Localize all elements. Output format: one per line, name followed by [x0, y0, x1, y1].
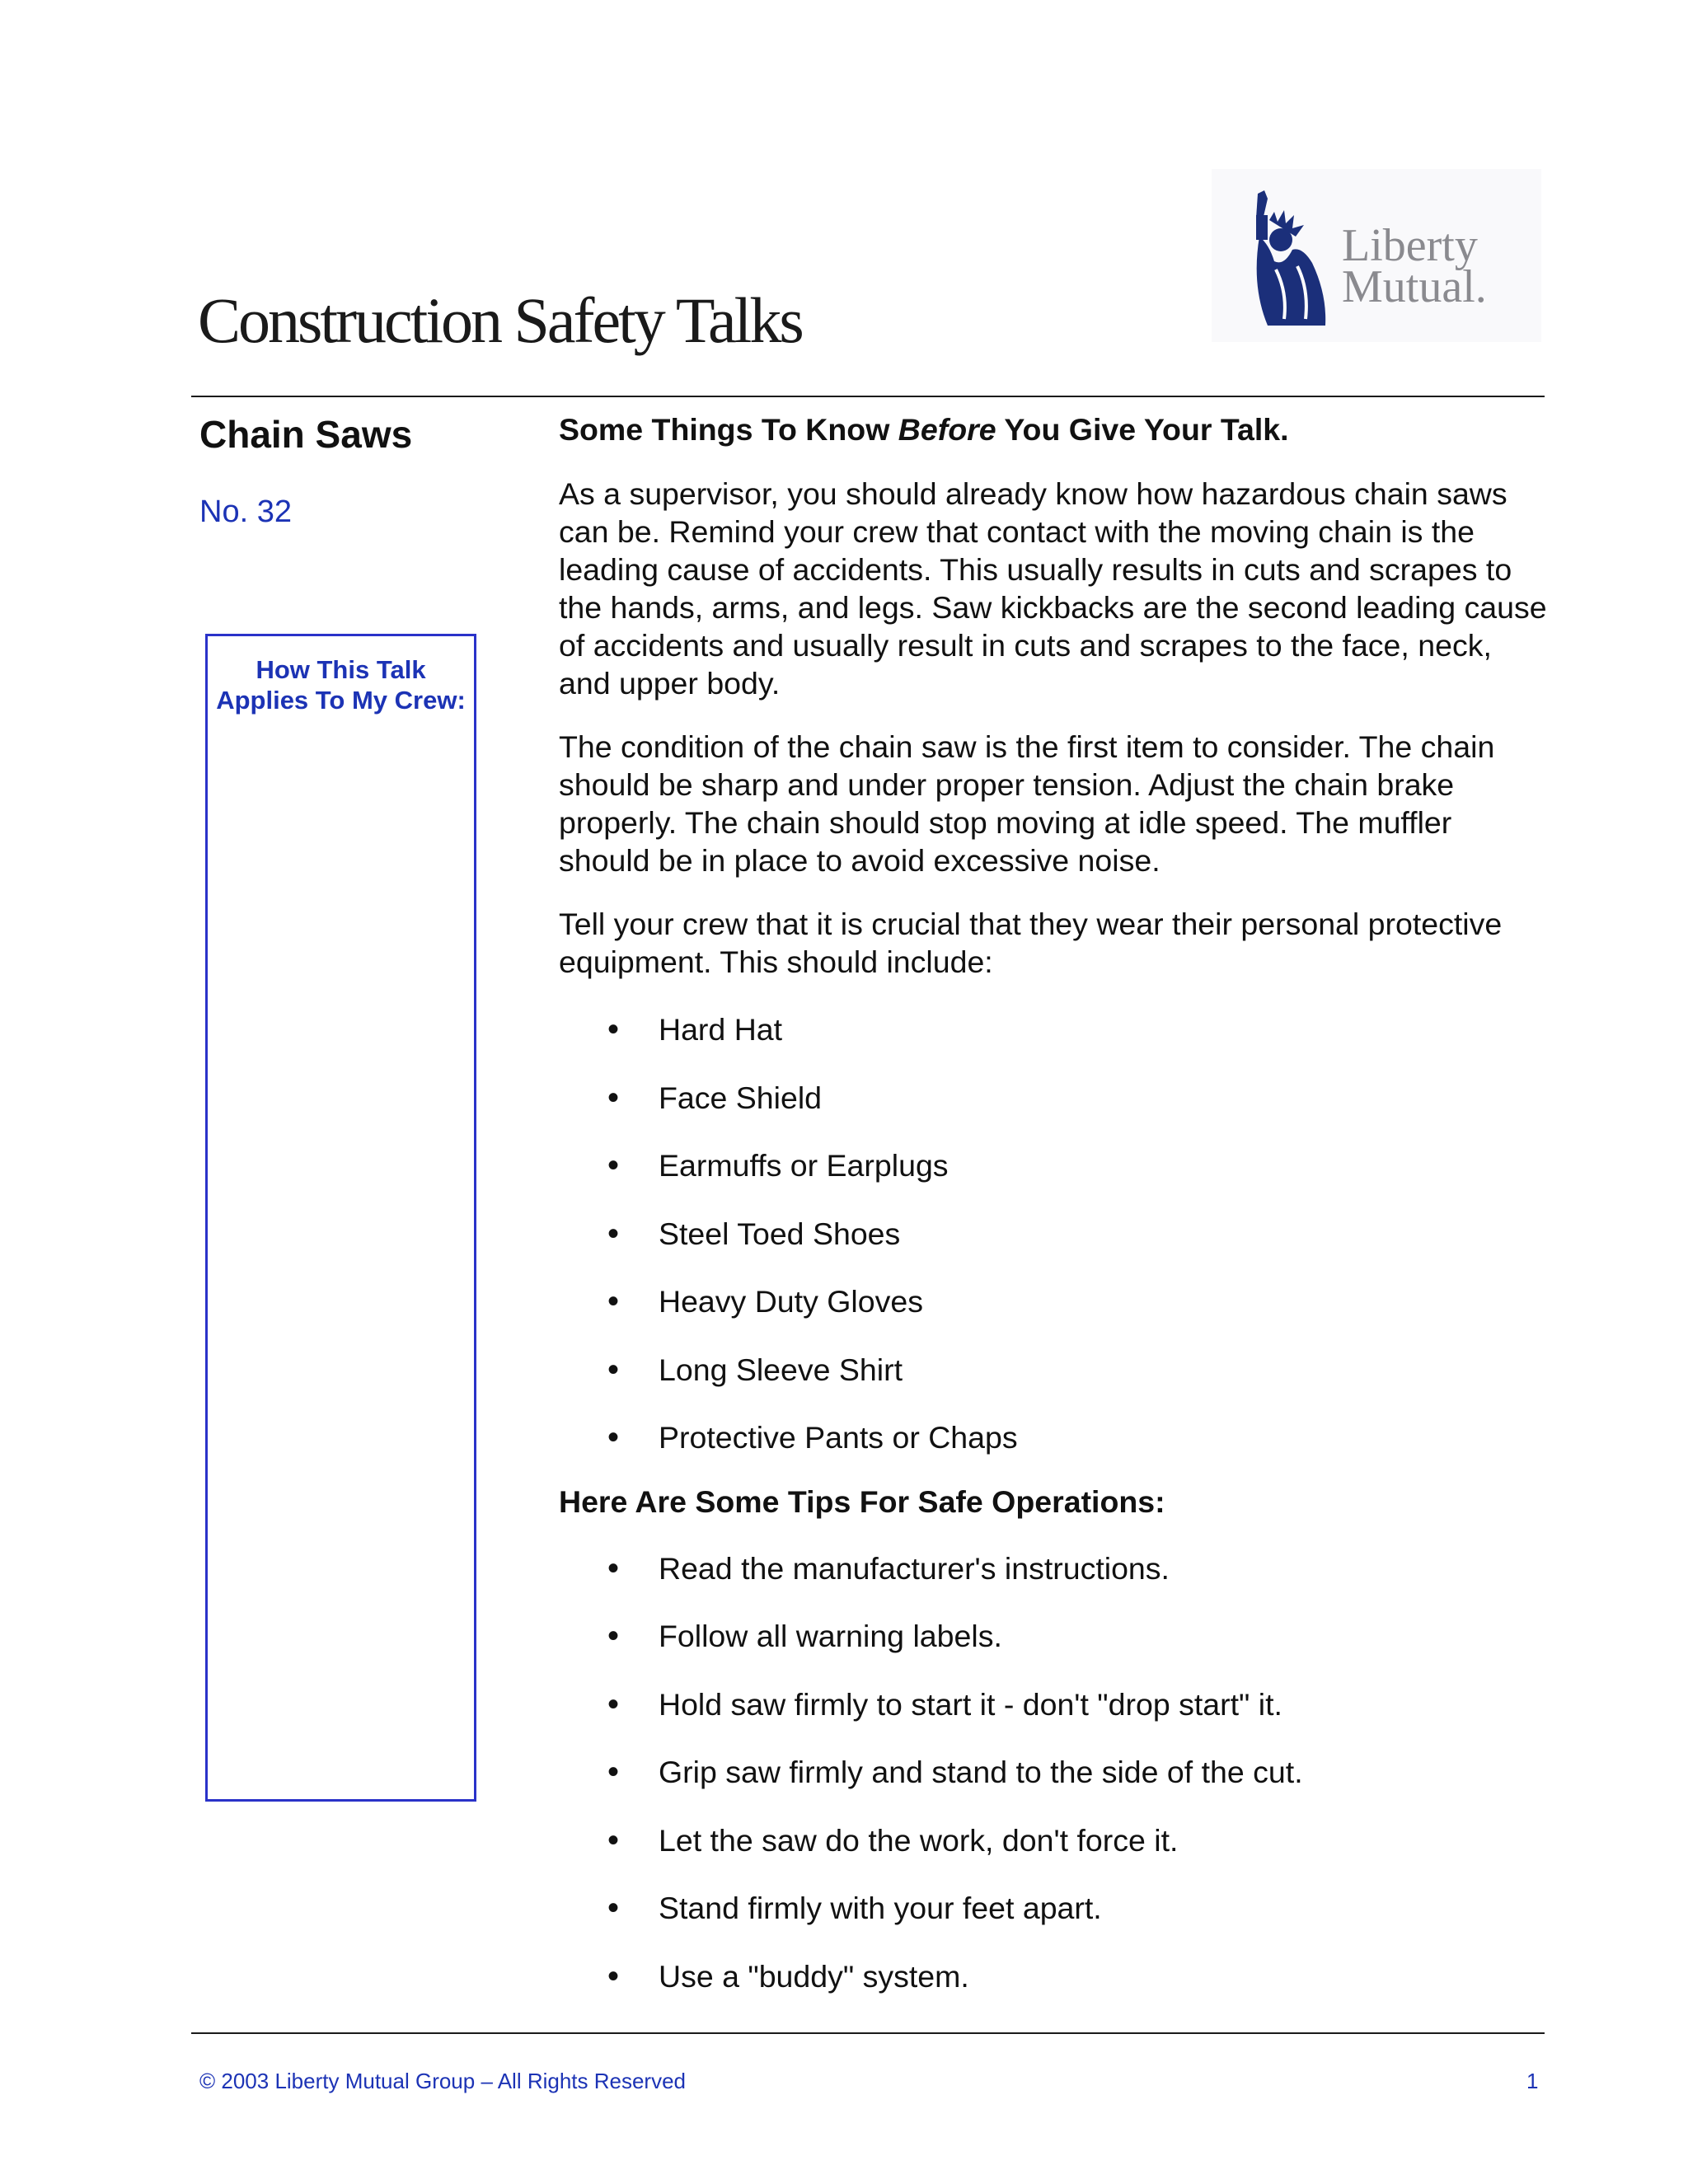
list-item-text: Long Sleeve Shirt: [659, 1352, 903, 1387]
talk-number: No. 32: [199, 494, 292, 529]
list-item-text: Stand firmly with your feet apart.: [659, 1891, 1102, 1925]
logo-line-1: Liberty: [1342, 220, 1478, 271]
copyright-notice: © 2003 Liberty Mutual Group – All Rights Reserved: [199, 2069, 687, 2093]
list-item: [559, 1821, 1548, 1859]
heading-post: You Give Your Talk.: [996, 412, 1289, 447]
list-item-text: Use a "buddy" system.: [659, 1958, 969, 1994]
list-item-text: Follow all warning labels.: [659, 1619, 1002, 1653]
bullet-point: •: [607, 1957, 620, 1994]
header-divider: [191, 396, 1545, 397]
bullet-point: •: [607, 1079, 620, 1116]
list-item-text: Grip saw firmly and stand to the side of the cut.: [659, 1755, 1303, 1789]
bullet-point: •: [607, 1754, 620, 1790]
page-number: 1: [1526, 2069, 1539, 2093]
footer-divider: [191, 2032, 1545, 2034]
notes-box-title: How This Talk Applies To My Crew:: [216, 655, 466, 715]
list-item-text: Heavy Duty Gloves: [659, 1284, 923, 1319]
section-heading-before: [559, 410, 1548, 449]
bullet-point: •: [607, 1821, 620, 1858]
bullet-point: •: [607, 1215, 620, 1252]
bullet-point: •: [607, 1147, 620, 1183]
list-item-text: Let the saw do the work, don't force it.: [659, 1822, 1179, 1858]
bullet-point: •: [607, 1419, 620, 1455]
list-item-text: Steel Toed Shoes: [659, 1216, 901, 1251]
heading-emphasis: Before: [898, 412, 996, 447]
bullet-point: •: [607, 1618, 620, 1654]
ppe-list: [559, 1010, 1548, 1456]
list-item: [559, 1685, 1548, 1723]
list-item: [559, 1146, 1548, 1184]
bullet-point: •: [607, 1685, 620, 1722]
list-item: [559, 1282, 1548, 1320]
bullet-point: •: [607, 1283, 620, 1319]
list-item: [559, 1549, 1548, 1587]
bullet-point: •: [607, 1890, 620, 1926]
statue-of-liberty-icon: [1226, 187, 1342, 327]
list-item: [559, 1957, 1548, 1995]
liberty-mutual-logo: [1212, 169, 1541, 342]
topic-title: Chain Saws: [199, 413, 413, 456]
list-item-text: Read the manufacturer's instructions.: [659, 1550, 1170, 1586]
logo-wordmark: [1342, 220, 1487, 312]
list-item: [559, 1889, 1548, 1927]
list-item-text: Hard Hat: [659, 1012, 783, 1047]
heading-pre: Some Things To Know: [559, 412, 898, 447]
list-item-text: Hold saw firmly to start it - don't "drop start" it.: [659, 1686, 1282, 1722]
list-item-text: Earmuffs or Earplugs: [659, 1148, 949, 1183]
list-item: [559, 1351, 1548, 1389]
logo-line-2: Mutual.: [1342, 261, 1487, 312]
list-item-text: Face Shield: [659, 1080, 823, 1115]
list-item: [559, 1617, 1548, 1655]
bullet-point: •: [607, 1351, 620, 1388]
list-item: [559, 1215, 1548, 1253]
paragraph-condition: The condition of the chain saw is the first item to consider. The chain should be sharp and under proper tension. Adjust the chain brake properly. The chain should stop moving at idle speed. The muffler should be in place to avoid excessive noise.: [559, 729, 1495, 878]
tips-list: [559, 1549, 1548, 1995]
list-item-text: Protective Pants or Chaps: [659, 1420, 1018, 1455]
list-item: [559, 1753, 1548, 1791]
paragraph-ppe: Tell your crew that it is crucial that they wear their personal protective equipment. This should include:: [559, 907, 1503, 979]
paragraph-hazards: As a supervisor, you should already know how hazardous chain saws can be. Remind your crew that contact with the moving chain is the leading cause of accidents. This usually results in cuts and scrapes to the hands, arms, and legs. Saw kickbacks are the second leading cause of accidents and usually result in cuts and scrapes to the face, neck, and upper body.: [559, 476, 1547, 701]
bullet-point: •: [607, 1011, 620, 1047]
list-item: [559, 1079, 1548, 1117]
list-item: [559, 1010, 1548, 1048]
main-content: [559, 410, 1548, 2025]
list-item: [559, 1418, 1548, 1456]
bullet-point: •: [607, 1549, 620, 1586]
page-title: Construction Safety Talks: [198, 284, 802, 356]
crew-notes-box: [205, 634, 476, 1802]
section-heading-tips: Here Are Some Tips For Safe Operations:: [559, 1483, 1165, 1519]
